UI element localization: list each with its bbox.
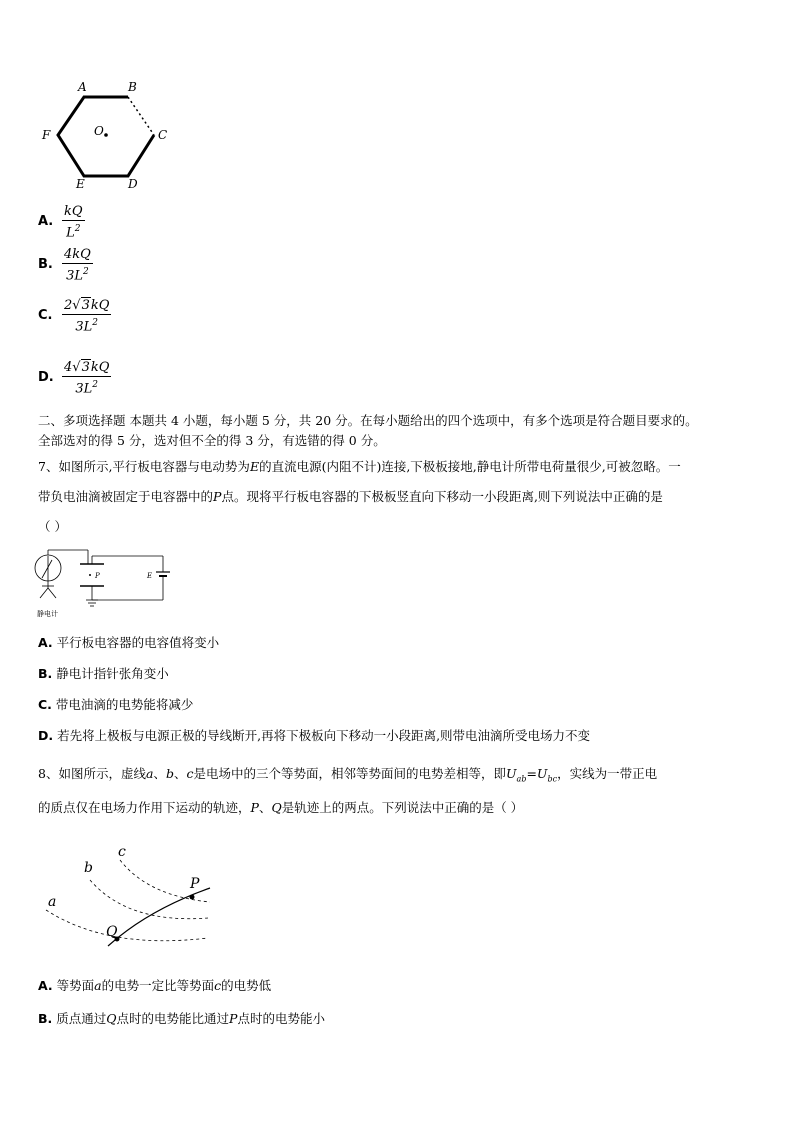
option-text: 的电势低 [221,978,272,993]
q7-point-p [89,574,91,576]
q7-option-a [38,634,219,652]
label-c: c [118,844,126,860]
q8-sep: 、 [173,766,187,781]
num-pre: 2 [64,298,73,313]
point-P [190,895,195,900]
electrometer [35,550,88,598]
q7-stem-line1 [38,458,681,476]
label-b: b [84,860,93,876]
q8-var-Q: Q [271,800,282,815]
q8-eq: = [526,766,537,781]
q8-option-a [38,977,271,995]
q6-option-c-numerator [62,297,111,315]
label-E: E [76,177,85,191]
q8-var-a: a [145,766,154,781]
label-A: A [78,80,87,94]
q7-option-d [38,727,590,745]
q7-diagram-p-label: P [95,572,100,580]
center-point [104,133,108,137]
label-a: a [48,894,57,910]
label-C: C [158,128,168,142]
den-sup: 2 [92,380,99,390]
label-D: D [128,177,138,191]
capacitor [80,555,163,606]
q6-option-b-denominator [66,264,89,284]
q8-sub-bc: bc [547,774,558,784]
den-text: 3L [75,319,93,335]
num-post: kQ [90,360,110,375]
option-text: 等势面 [56,978,95,993]
q6-option-a-letter: A. [38,214,54,229]
var: P [229,1011,238,1026]
q8-text: 8、如图所示，虚线 [38,766,146,781]
den-sup: 2 [92,318,99,328]
option-text: 平行板电容器的电容值将变小 [56,635,220,650]
label-Q: Q [106,924,118,940]
q7-var-E: E [249,459,260,474]
q7-circuit-diagram [28,548,188,623]
q8-stem-line1 [38,765,657,789]
q6-option-a-denominator [66,221,80,241]
option-letter: D. [38,728,54,743]
q8-var-U: U [506,766,517,781]
option-text: 的电势一定比等势面 [101,978,215,993]
den-text: L [66,225,75,241]
q7-stem-line2 [38,488,663,506]
q7-diagram-e-label: E [147,572,153,580]
den-sup: 2 [82,267,89,277]
radicand: 3 [81,360,90,375]
den-sup: 2 [74,224,81,234]
q6-option-b-numerator: 4kQ [64,247,91,262]
q6-option-d-letter: D. [38,370,54,385]
label-P: P [190,876,200,892]
q6-option-b-fraction [62,246,93,284]
q7-text: 的直流电源(内阻不计)连接,下极板接地,静电计所带电荷量很少,可被忽略。一 [259,459,681,474]
q8-sub-ab: ab [516,774,527,784]
q7-text: 7、如图所示,平行板电容器与电动势为 [38,459,250,474]
q8-var-U: U [536,766,548,781]
sqrt-symbol: √3 [72,360,90,375]
q7-option-b [38,665,169,683]
option-text: 若先将上极板与电源正极的导线断开,再将下极板向下移动一小段距离,则带电油滴所受电场力不变 [57,728,591,743]
label-B: B [128,80,137,94]
equipotential-a [46,910,208,941]
var: Q [106,1011,117,1026]
q8-var-c: c [186,766,194,781]
q8-text: 的质点仅在电场力作用下运动的轨迹， [38,800,251,815]
radicand: 3 [81,298,90,313]
q6-option-b-letter: B. [38,257,53,272]
sqrt-symbol: √3 [72,298,90,313]
option-text: 点时的电势能小 [237,1011,325,1026]
q7-text: 带负电油滴被固定于电容器中的 [38,489,214,504]
q8-var-b: b [165,766,174,781]
q8-stem-line2 [38,799,523,817]
label-O: O [94,124,104,138]
q8-text: 是电场中的三个等势面，相邻等势面间的电势差相等，即 [193,766,506,781]
option-text: 质点通过 [56,1011,107,1026]
hexagon-figure [30,75,180,195]
label-F: F [42,128,51,142]
option-text: 带电油滴的电势能将减少 [55,697,194,712]
battery [156,556,170,600]
section2-line2: 全部选对的得 5 分，选对但不全的得 3 分，有选错的得 0 分。 [38,433,386,448]
q6-option-d-denominator [75,377,98,397]
option-letter: A. [38,978,53,993]
option-letter: B. [38,666,53,681]
hexagon-dashed-edge [128,97,154,135]
q8-text: 是轨迹上的两点。下列说法中正确的是（ ） [281,800,524,815]
q7-option-c [38,696,193,714]
var: c [214,978,222,993]
den-text: 3L [75,381,93,397]
section2-line1: 二、多项选择题 本题共 4 小题，每小题 5 分，共 20 分。在每小题给出的四个选项中，有多个选项是符合题目要求的。 [38,413,698,428]
q6-option-c-letter: C. [38,308,53,323]
q7-diagram-meter-label: 静电计 [37,610,58,618]
q6-option-d-numerator [62,359,111,377]
q8-text: ，实线为一带正电 [557,766,658,781]
q8-sep: 、 [258,800,272,815]
q8-var-P: P [250,800,259,815]
option-letter: C. [38,697,52,712]
q6-option-c-denominator [75,315,98,335]
option-letter: B. [38,1011,53,1026]
trajectory [108,888,210,946]
q7-text: 点。现将平行板电容器的下极板竖直向下移动一小段距离,则下列说法中正确的是 [221,489,663,504]
q8-option-b [38,1010,325,1028]
option-text: 点时的电势能比通过 [116,1011,230,1026]
num-post: kQ [90,298,110,313]
q6-option-a-fraction [62,203,85,241]
option-text: 静电计指针张角变小 [56,666,169,681]
q6-option-a-numerator: kQ [64,204,83,219]
q6-option-d-fraction [62,359,111,397]
var: a [94,978,102,993]
option-letter: A. [38,635,53,650]
q7-var-P: P [213,489,222,504]
q6-option-c-fraction [62,297,111,335]
q8-field-diagram [38,838,228,958]
num-pre: 4 [64,360,73,375]
q8-sep: 、 [153,766,166,781]
q7-answer-paren: （ ） [38,519,67,534]
den-text: 3L [66,268,83,284]
